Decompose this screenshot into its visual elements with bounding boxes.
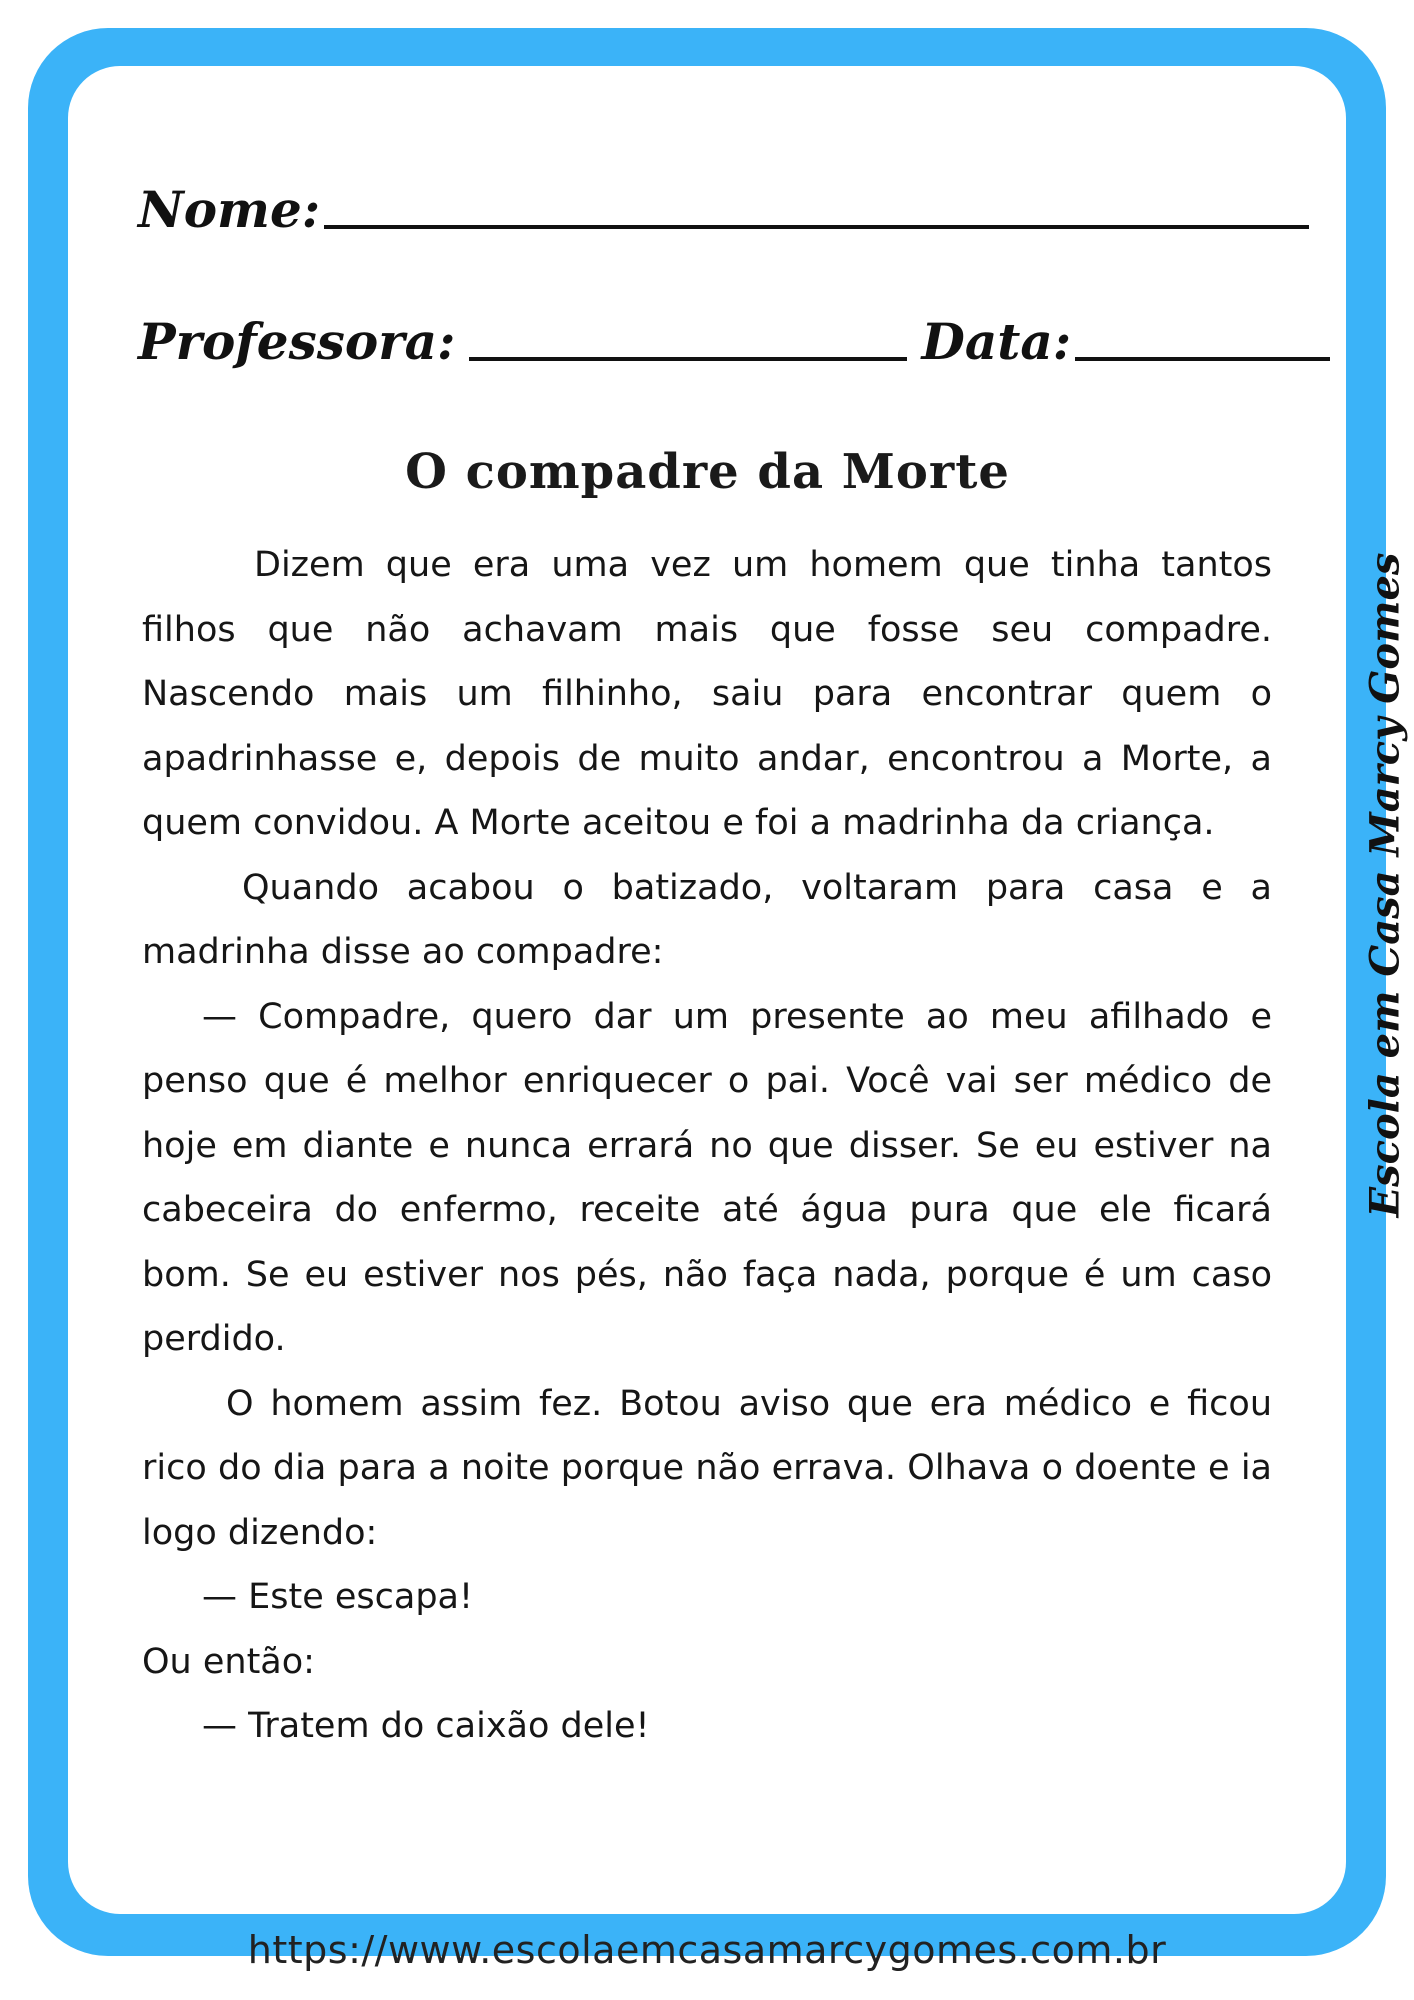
- teacher-blank-line: [469, 357, 907, 361]
- story-text: [142, 533, 1272, 1759]
- teacher-label: Professora:: [138, 312, 456, 371]
- name-label: Nome:: [138, 180, 321, 239]
- side-watermark-text: Escola em Casa Marcy Gomes: [1361, 552, 1409, 1218]
- paragraph: O homem assim fez. Botou aviso que era médico e ficou rico do dia para a noite porque não errava. Olhava o doente e ia logo dizendo:: [142, 1383, 1272, 1553]
- footer-url: https://www.escolaemcasamarcygomes.com.br: [247, 1928, 1167, 1972]
- teacher-date-row: [138, 312, 1330, 371]
- paragraph: Ou então:: [142, 1641, 315, 1682]
- name-blank-line: [324, 225, 1309, 229]
- date-label: Data:: [921, 312, 1072, 371]
- paragraph: Quando acabou o batizado, voltaram para casa e a madrinha disse ao compadre:: [142, 867, 1272, 972]
- story-title: O compadre da Morte: [405, 444, 1010, 500]
- dialogue-line: — Este escapa!: [202, 1577, 474, 1617]
- date-blank-line: [1075, 357, 1330, 361]
- paragraph: Dizem que era uma vez um homem que tinha tantos filhos que não achavam mais que fosse seu compadre. Nascendo mais um filhinho, saiu para encontrar quem o apadrinhasse e, depois de muito andar, encontrou a Morte, a quem convidou. A Morte aceitou e foi a madrinha da criança.: [142, 545, 1272, 843]
- dialogue-line: — Compadre, quero dar um presente ao meu afilhado e penso que é melhor enriquecer o pai. Você vai ser médico de hoje em diante e nunca errará no que disser. Se eu estiver na cabeceira do enfermo, receite até água pura que ele ficará bom. Se eu estiver nos pés, não faça nada, porque é um caso perdido.: [142, 996, 1272, 1359]
- dialogue-line: — Tratem do caixão dele!: [202, 1706, 650, 1746]
- name-field: [138, 180, 1309, 239]
